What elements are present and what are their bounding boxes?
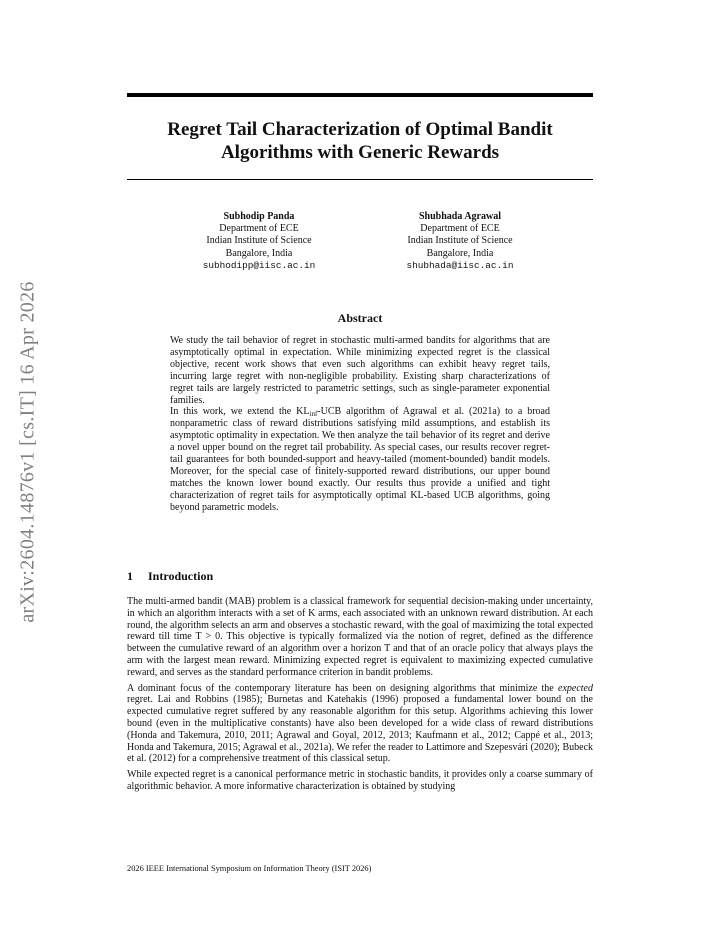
author-location: Bangalore, India [225,247,293,259]
author-department: Department of ECE [219,223,299,235]
intro-paragraph-1: The multi-armed bandit (MAB) problem is a classical framework for sequential decision-making under uncertainty, in which an algorithm interacts with a set of K arms, each associated with an unknown reward distribution. At each round, the algorithm selects an arm and observes a stochastic reward, with the goal of maximizing the total expected reward till time T > 0. This objective is typically formalized via the notion of regret, defined as the difference between the cumulative reward of an algorithm over a horizon T and that of an oracle policy that always plays the arm with the largest mean reward. Minimizing expected regret is equivalent to maximizing expected cumulative reward, and serves as the standard performance criterion in bandit problems. [127,596,593,678]
author-location: Bangalore, India [426,247,494,259]
intro-p2-emphasis: expected [558,682,593,694]
author-name: Subhodip Panda [223,211,295,222]
arxiv-identifier [8,264,48,640]
paper-title-line-1: Regret Tail Characterization of Optimal Bandit [167,119,553,140]
abstract [170,335,550,514]
abstract-paragraph-1: We study the tail behavior of regret in stochastic multi-armed bandits for algorithms that are asymptotically optimal in expectation. While minimizing expected regret is the classical objective, recent work shows that even such algorithms can exhibit heavy regret tails, incurring large regret with non-negligible probability. Existing sharp characterizations of regret tails are largely restricted to parametric settings, such as single-parameter exponential families. [170,335,550,406]
author-institute: Indian Institute of Science [407,235,513,247]
author-block-1 [174,211,344,272]
paper-title [127,118,593,164]
abstract-p2-rest: -UCB algorithm of Agrawal et al. (2021a) to a broad nonparametric class of reward distributions satisfying mild assumptions, and establish its asymptotic optimality in expectation. We then analyze the tail behavior of its regret and derive a novel upper bound on the regret tail probability. As special cases, our results recover regret-tail guarantees for both bounded-support and heavy-tailed (moment-bounded) bandit models. Moreover, for the special case of finitely-supported reward distributions, our upper bound matches the known lower bound exactly. Our results thus provide a unified and tight characterization of regret tails for asymptotically optimal KL-based UCB algorithms, going beyond parametric models. [170,406,550,513]
intro-p2-rest: regret. Lai and Robbins (1985); Burnetas and Katehakis (1996) proposed a fundamental lower bound on the expected cumulative regret suffered by any reasonable algorithm for this setup. Algorithms achieving this lower bound (even in the multiplicative constants) have also been developed for a wide class of reward distributions (Honda and Takemura, 2010, 2011; Agrawal and Goyal, 2012, 2013; Kaufmann et al., 2012; Cappé et al., 2013; Honda and Takemura, 2015; Agrawal et al., 2021a). We refer the reader to Lattimore and Szepesvári (2020); Bubeck et al. (2012) for a comprehensive treatment of this classical setup. [127,694,594,765]
section-heading [127,569,213,584]
title-bottom-rule [127,179,593,180]
abstract-paragraph-2 [170,406,550,513]
author-block-2 [375,211,545,272]
conference-footer: 2026 IEEE International Symposium on Information Theory (ISIT 2026) [127,864,372,873]
section-title: Introduction [148,569,214,583]
abstract-p2-start: In this work, we extend the KL [170,406,310,418]
intro-p2-start: A dominant focus of the contemporary literature has been on designing algorithms that minimize the [127,682,559,694]
title-top-rule [127,93,593,97]
author-institute: Indian Institute of Science [206,235,312,247]
section-number: 1 [127,569,133,583]
abstract-heading: Abstract [337,311,383,325]
author-email: subhodipp@iisc.ac.in [202,259,316,271]
author-name: Shubhada Agrawal [419,211,501,222]
arxiv-identifier-text: arXiv:2604.14876v1 [cs.IT] 16 Apr 2026 [16,281,39,623]
paper-title-line-2: Algorithms with Generic Rewards [220,142,500,163]
abstract-p2-subscript: inf [309,410,318,419]
intro-paragraph-2 [127,683,593,766]
author-department: Department of ECE [420,223,500,235]
intro-paragraph-3: While expected regret is a canonical performance metric in stochastic bandits, it provides only a coarse summary of algorithmic behavior. A more informative characterization is obtained by studying [127,769,593,792]
author-email: shubhada@iisc.ac.in [406,259,514,271]
introduction-body [127,596,593,797]
